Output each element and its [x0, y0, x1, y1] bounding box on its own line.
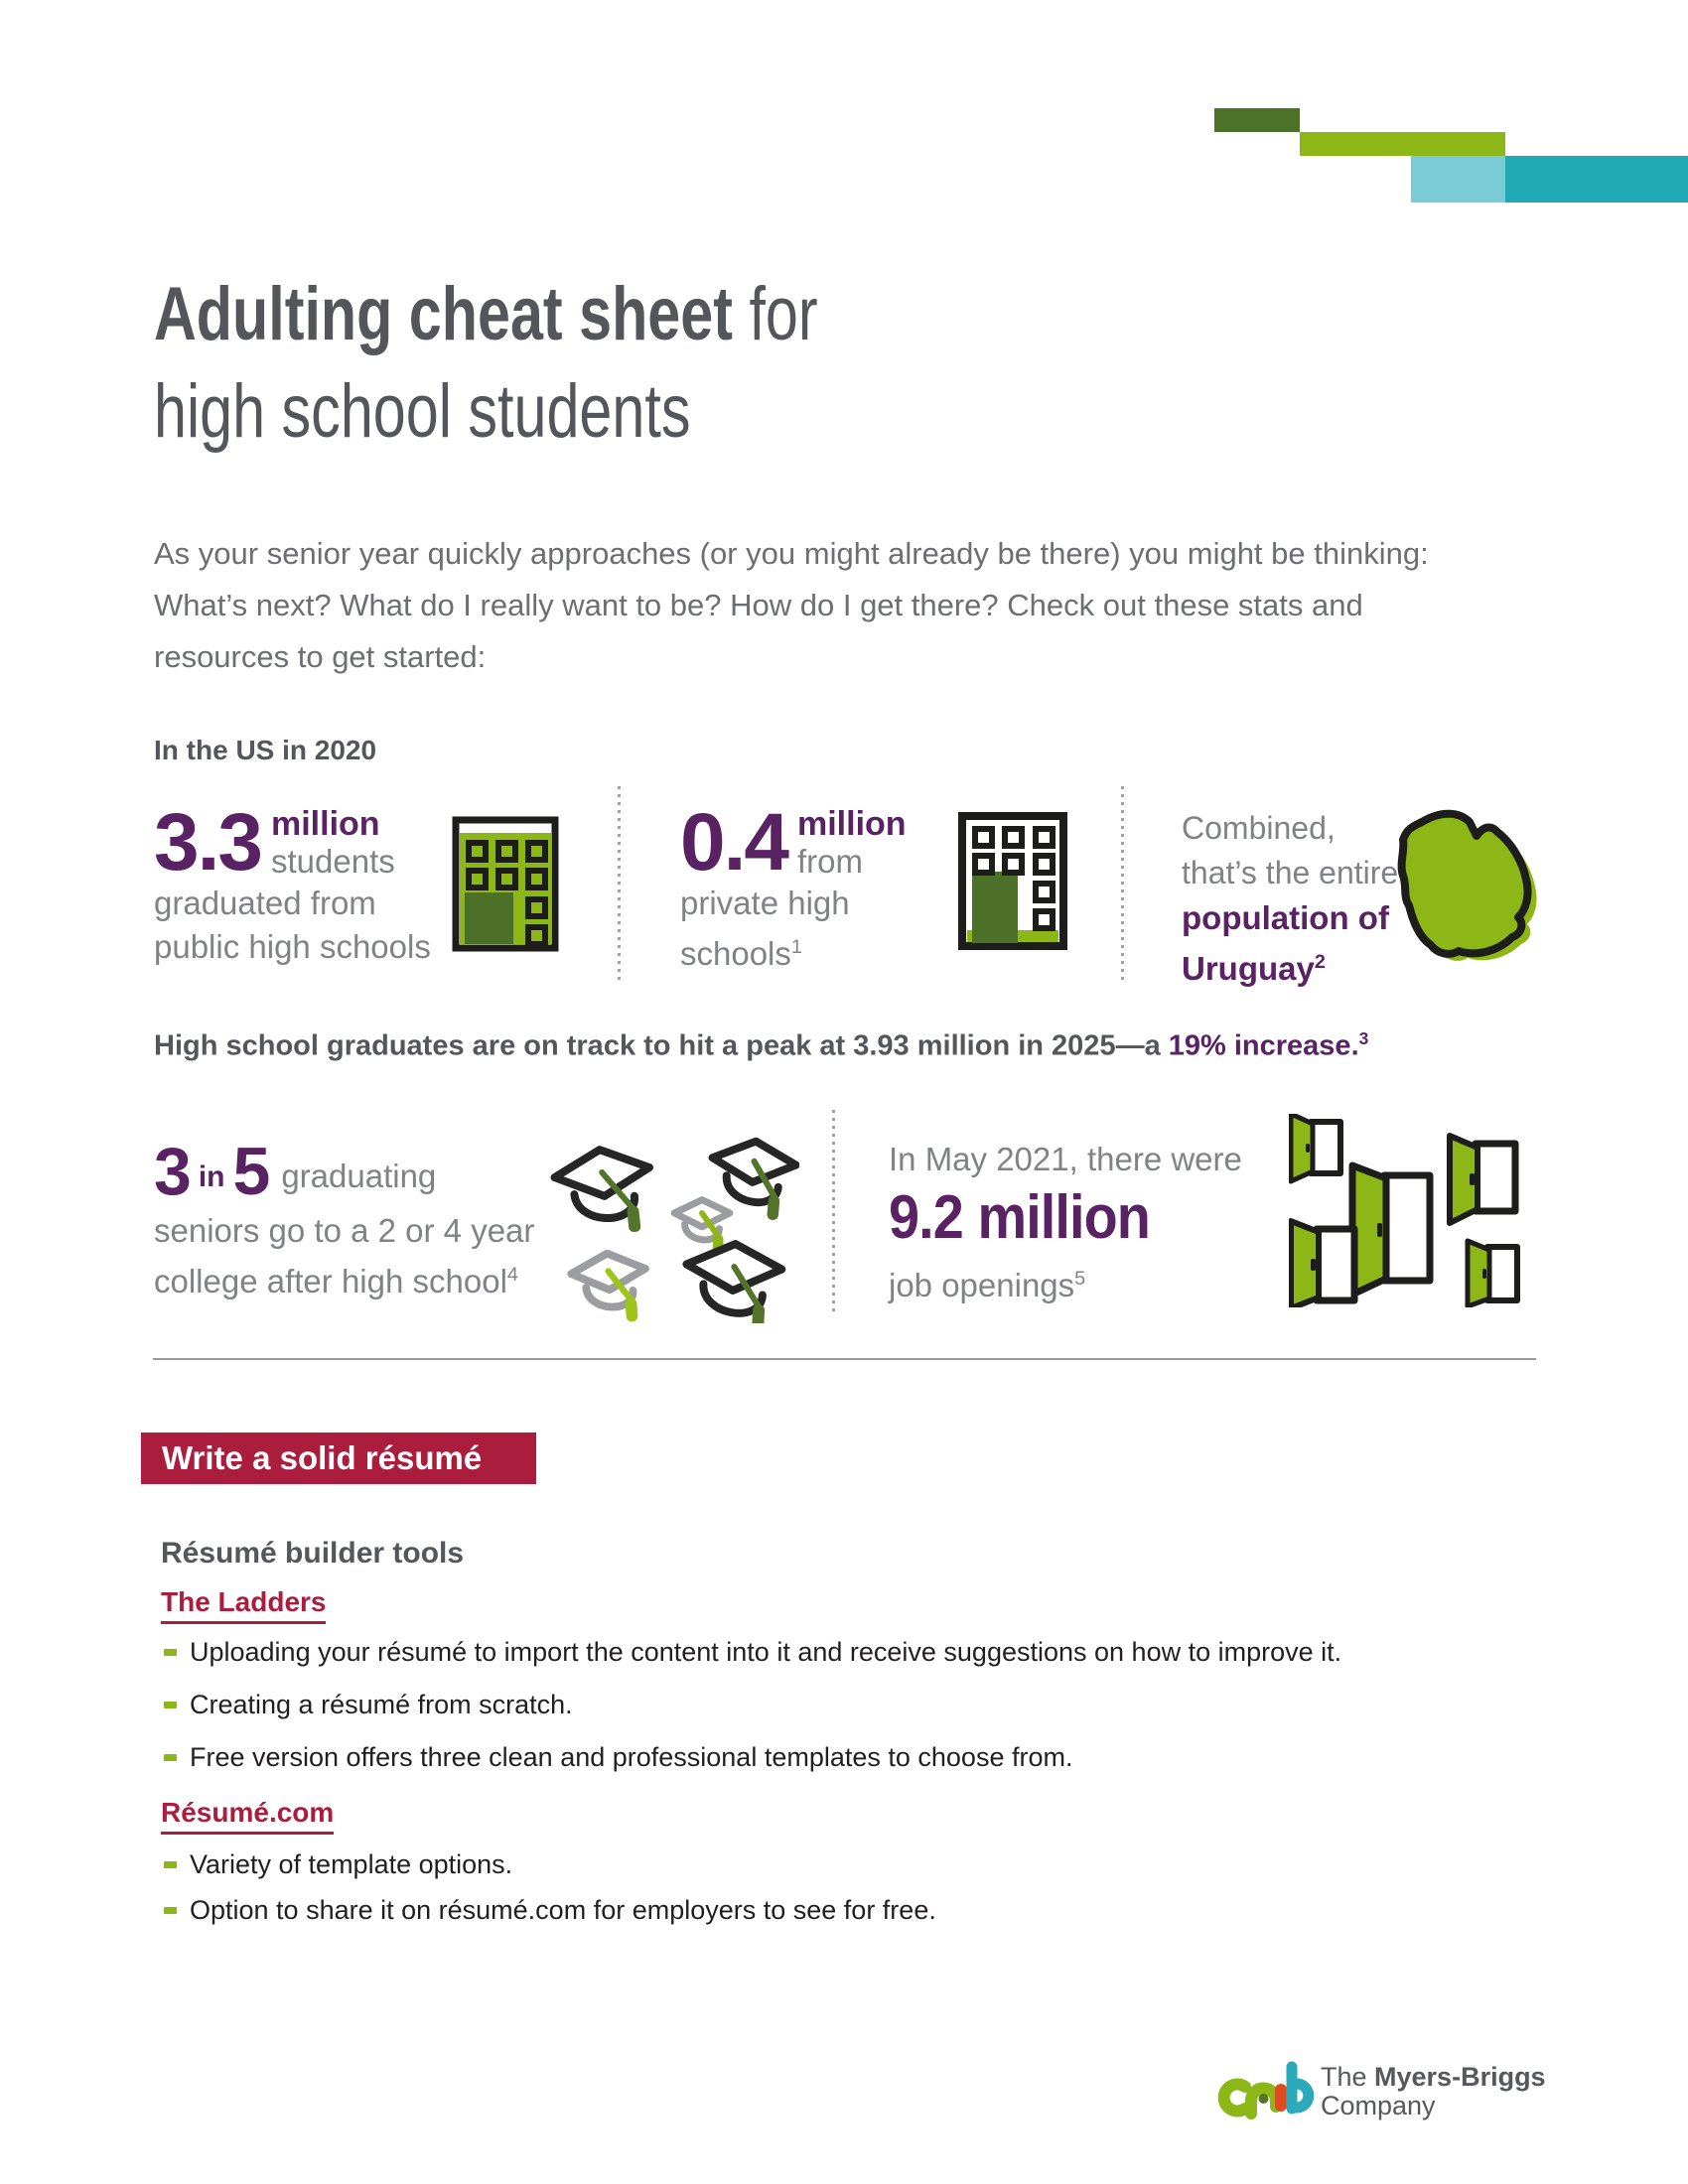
- bullet-dash-icon: [164, 1861, 177, 1868]
- stat-value: 0.4: [680, 797, 787, 887]
- combined-text: Combined,: [1182, 810, 1336, 846]
- section-divider: [153, 1358, 1536, 1360]
- stat-caption: college after high school$^4$: [154, 1263, 518, 1299]
- stat-value: 3.3: [154, 797, 261, 887]
- brand-line1: The Myers-Briggs: [1321, 2062, 1546, 2092]
- stat-caption: job openings$^5$: [889, 1267, 1086, 1303]
- graduation-caps-icon: [531, 1120, 799, 1323]
- list-item: Creating a résumé from scratch.: [164, 1689, 1405, 1721]
- stat-college-bound: [154, 1134, 541, 1303]
- bullet-dash-icon: [164, 1907, 177, 1914]
- stat-lead: In May 2021, there were: [889, 1141, 1242, 1177]
- combined-bold-text: population of: [1182, 899, 1389, 936]
- stat-public-schools: [154, 797, 452, 969]
- list-item: Uploading your résumé to import the content into it and receive suggestions on how to improve it.: [164, 1636, 1405, 1669]
- public-school-building-icon: [452, 816, 559, 952]
- stats-heading: In the US in 2020: [154, 735, 377, 765]
- dotted-divider: [618, 786, 621, 981]
- list-item: Free version offers three clean and professional templates to choose from.: [164, 1741, 1405, 1774]
- link-the-ladders[interactable]: The Ladders: [161, 1586, 326, 1624]
- page-title-line1: Adulting cheat sheet for: [154, 272, 818, 356]
- myers-briggs-logo-mark: [1215, 2057, 1315, 2122]
- bullet-dash-icon: [164, 1754, 177, 1761]
- section-banner: Write a solid résumé: [141, 1433, 536, 1484]
- open-doors-icon: [1289, 1114, 1532, 1307]
- stat-value: 3: [154, 1134, 191, 1209]
- list-item: Variety of template options.: [164, 1848, 1405, 1881]
- decor-bar-light-blue: [1411, 156, 1505, 203]
- stat-caption: graduating: [281, 1158, 437, 1194]
- resume-tools-heading: Résumé builder tools: [161, 1537, 465, 1570]
- page-title: [154, 266, 818, 461]
- stat-caption: public high schools: [154, 928, 431, 965]
- page-title-line2: high school students: [154, 369, 691, 454]
- link-resume-com[interactable]: Résumé.com: [161, 1797, 334, 1835]
- ladders-bullet-list: [164, 1636, 1405, 1774]
- stat-caption: schools$^1$: [680, 935, 802, 972]
- stat-after-unit: from: [797, 843, 863, 880]
- resume-com-bullet-list: [164, 1848, 1405, 1927]
- intro-paragraph: As your senior year quickly approaches (or you might already be there) you might be thinking: What’s next? What do I really want to be? How do I get there? Check out these stats and resources to get started:: [154, 536, 1429, 674]
- uruguay-map-icon: [1378, 800, 1537, 971]
- stat-caption: private high: [680, 885, 850, 921]
- combined-bold-text: Uruguay$^2$: [1182, 950, 1326, 987]
- bullet-dash-icon: [164, 1649, 177, 1656]
- dotted-divider: [832, 1110, 835, 1312]
- stat-caption: graduated from: [154, 885, 376, 921]
- myers-briggs-wordmark: [1321, 2063, 1546, 2120]
- stat-unit: million: [271, 805, 380, 843]
- decor-bar-light-green: [1300, 132, 1505, 156]
- stat-private-schools: [680, 797, 968, 976]
- decor-bar-dark-green: [1214, 108, 1300, 132]
- stat-job-openings: [889, 1138, 1286, 1307]
- stat-value: 5: [232, 1134, 270, 1209]
- decor-bar-teal: [1505, 156, 1688, 203]
- list-item: Option to share it on résumé.com for employers to see for free.: [164, 1894, 1405, 1927]
- dotted-divider: [1121, 786, 1124, 981]
- stat-caption: seniors go to a 2 or 4 year: [154, 1212, 535, 1249]
- stat-infix: in: [198, 1160, 225, 1193]
- combined-text: that’s the entire: [1182, 855, 1399, 890]
- stat-after-unit: students: [271, 843, 395, 880]
- brand-line2: Company: [1321, 2091, 1436, 2120]
- bullet-dash-icon: [164, 1702, 177, 1708]
- peak-statement: High school graduates are on track to hit a peak at 3.93 million in 2025—a 19% increase.$^3$: [154, 1028, 1369, 1062]
- stat-value: 9.2 million: [889, 1183, 1150, 1252]
- private-school-building-icon: [958, 812, 1067, 950]
- stat-unit: million: [797, 805, 907, 843]
